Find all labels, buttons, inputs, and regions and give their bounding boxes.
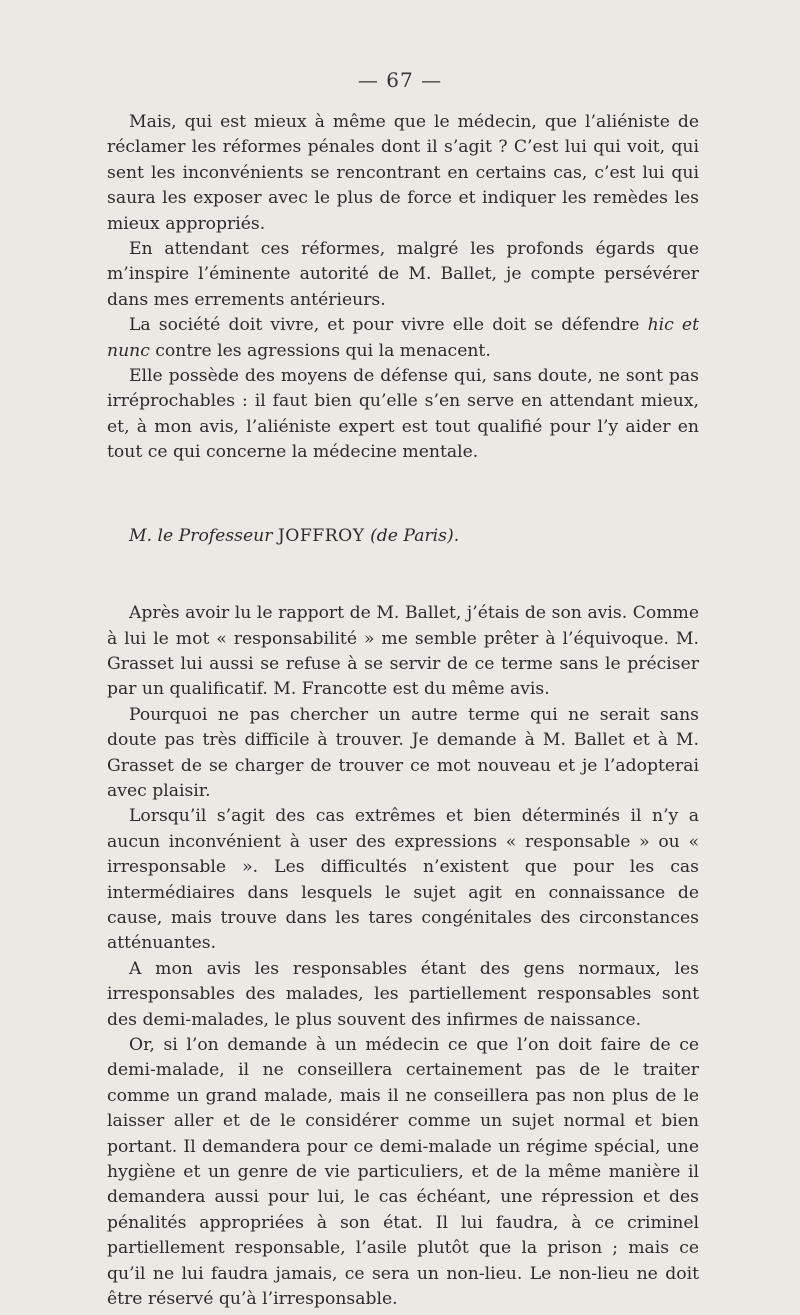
paragraph-new-term: Pourquoi ne pas chercher un autre terme qui ne serait sans doute pas très difficile à trouver. Je demande à M. Ballet et à M. Grasset de se charger de trouver ce mot nouveau et je l’adopterai avec plaisir.: [107, 704, 699, 801]
paragraph-society-defense: [107, 313, 699, 364]
paragraph-report-opinion: Après avoir lu le rapport de M. Ballet, j’étais de son avis. Comme à lui le mot « responsabilité » me semble prêter à l’équivoque. M. Grasset lui aussi se refuse à se servir de ce terme sans le préciser par un qualificatif. M. Francotte est du même avis.: [107, 603, 699, 700]
latin-before: La société doit vivre, et pour vivre elle doit se défendre: [129, 315, 648, 336]
paragraph-half-sick: Or, si l’on demande à un médecin ce que l’on doit faire de ce demi-malade, il ne conseillera certainement pas de le traiter comme un grand malade, mais il ne conseillera pas non plus de le laisser aller et de le considérer comme un sujet normal et bien portant. Il demandera pour ce demi-malade un régime spécial, une hygiène et un genre de vie particuliers, et de la même manière il demandera aussi pour lui, le cas échéant, une répression et des pénalités appropriées à son état. Il lui faudra, à ce criminel partiellement responsable, l’asile plutôt que la prison ; mais ce qu’il ne lui faudra jamais, ce sera un non-lieu. Le non-lieu ne doit être réservé qu’à l’irresponsable.: [107, 1035, 699, 1310]
paragraph-extreme-cases: Lorsqu’il s’agit des cas extrêmes et bien déterminés il n’y a aucun inconvénient à user des expressions « responsable » ou « irresponsable ». Les difficultés n’existent que pour les cas intermédiaires dans lesquels le sujet agit en connaissance de cause, mais trouve dans les tares congénitales des circonstances atténuantes.: [107, 806, 699, 954]
speaker-heading: [107, 524, 699, 549]
paragraph-physician-role: Mais, qui est mieux à même que le médecin, que l’aliéniste de réclamer les réformes pénales dont il s’agit ? C’est lui qui voit, qui sent les inconvénients se rencontrant en certains cas, c’est lui qui saura les exposer avec le plus de force et indiquer les remèdes les mieux appropriés.: [107, 112, 699, 234]
paragraph-categories: A mon avis les responsables étant des gens normaux, les irresponsables des malades, les partiellement responsables sont des demi-malades, le plus souvent des infirmes de naissance.: [107, 958, 699, 1030]
speaker-place: (de Paris).: [370, 525, 460, 546]
page-number: — 67 —: [357, 68, 443, 92]
paragraph-awaiting-reforms: En attendant ces réformes, malgré les profonds égards que m’inspire l’éminente autorité de M. Ballet, je compte persévérer dans mes errements antérieurs.: [107, 239, 699, 310]
paragraph-means-of-defense: Elle possède des moyens de défense qui, sans doute, ne sont pas irréprochables : il faut bien qu’elle s’en serve en attendant mieux, et, à mon avis, l’aliéniste expert est tout qualifié pour l’y aider en tout ce qui concerne la médecine mentale.: [107, 366, 699, 463]
latin-after: contre les agressions qui la menacent.: [149, 340, 491, 361]
latin-phrase: hic et nunc: [107, 315, 700, 361]
body-text: [107, 110, 699, 1312]
speaker-name: JOFFROY: [277, 525, 365, 546]
speaker-title: M. le Professeur: [129, 525, 273, 546]
